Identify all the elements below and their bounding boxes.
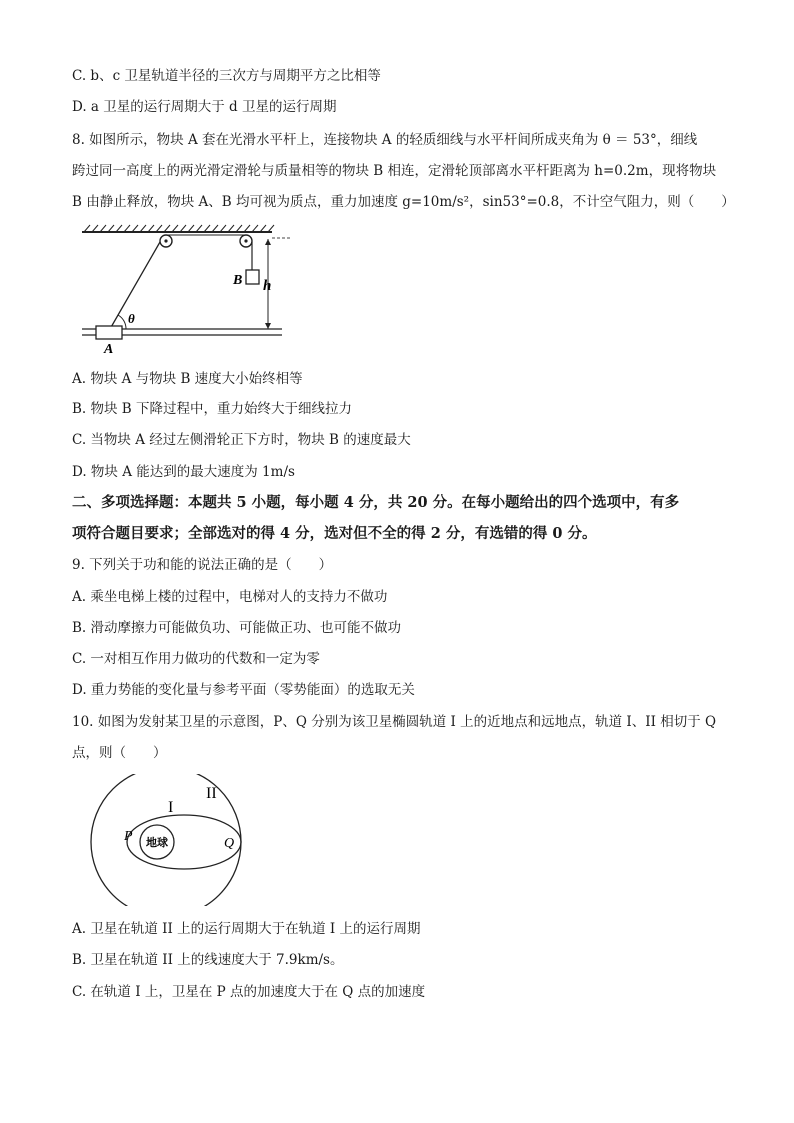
question-10-line-1: 10. 如图为发射某卫星的示意图，P、Q 分别为该卫星椭圆轨道 I 上的近地点和远地点，轨道 I、II 相切于 Q (72, 714, 717, 730)
option-d-q7: D. a 卫星的运行周期大于 d 卫星的运行周期 (72, 99, 337, 115)
option-d-q9: D. 重力势能的变化量与参考平面（零势能面）的选取无关 (72, 682, 415, 698)
option-b-q10: B. 卫星在轨道 II 上的线速度大于 7.9km/s。 (72, 952, 344, 968)
label-orbit-i: I (168, 799, 174, 816)
option-b-q9: B. 滑动摩擦力可能做负功、可能做正功、也可能不做功 (72, 620, 402, 636)
section-2-heading-line-1: 二、多项选择题：本题共 5 小题，每小题 4 分，共 20 分。在每小题给出的四个选项中，有多 (72, 494, 680, 511)
option-b-q8: B. 物块 B 下降过程中，重力始终大于细线拉力 (72, 401, 353, 417)
option-a-q8: A. 物块 A 与物块 B 速度大小始终相等 (72, 371, 303, 387)
label-p: P (124, 829, 133, 844)
block-a (96, 326, 122, 339)
pulley-diagram (78, 222, 294, 360)
question-8-line-2: 跨过同一高度上的两光滑定滑轮与质量相等的物块 B 相连，定滑轮顶部离水平杆距离为 h=0.2m，现将物块 (72, 163, 717, 179)
label-a: A (104, 342, 114, 357)
label-h: h (263, 278, 272, 294)
label-orbit-ii: II (206, 785, 217, 802)
question-9: 9. 下列关于功和能的说法正确的是（ ） (72, 557, 333, 573)
label-q: Q (224, 836, 235, 851)
option-c-q8: C. 当物块 A 经过左侧滑轮正下方时，物块 B 的速度最大 (72, 432, 411, 448)
option-c-q7: C. b、c 卫星轨道半径的三次方与周期平方之比相等 (72, 68, 381, 84)
question-10-line-2: 点，则（ ） (72, 745, 167, 761)
label-theta: θ (128, 311, 135, 326)
block-b (246, 270, 259, 284)
option-c-q9: C. 一对相互作用力做功的代数和一定为零 (72, 651, 320, 667)
option-d-q8: D. 物块 A 能达到的最大速度为 1m/s (72, 464, 295, 480)
label-earth: 地球 (146, 837, 168, 849)
section-2-heading-line-2: 项符合题目要求；全部选对的得 4 分，选对但不全的得 2 分，有选错的得 0 分。 (72, 525, 597, 542)
option-c-q10: C. 在轨道 I 上，卫星在 P 点的加速度大于在 Q 点的加速度 (72, 984, 426, 1000)
option-a-q9: A. 乘坐电梯上楼的过程中，电梯对人的支持力不做功 (72, 589, 388, 605)
question-8-line-3: B 由静止释放，物块 A、B 均可视为质点，重力加速度 g=10m/s²，sin53°=0.8，不计空气阻力，则（ ） (72, 194, 735, 210)
option-a-q10: A. 卫星在轨道 II 上的运行周期大于在轨道 I 上的运行周期 (72, 921, 421, 937)
orbit-diagram (84, 774, 260, 906)
question-8-line-1: 8. 如图所示，物块 A 套在光滑水平杆上，连接物块 A 的轻质细线与水平杆间所成夹角为 θ ＝ 53°，细线 (72, 132, 698, 148)
label-b: B (233, 273, 243, 288)
